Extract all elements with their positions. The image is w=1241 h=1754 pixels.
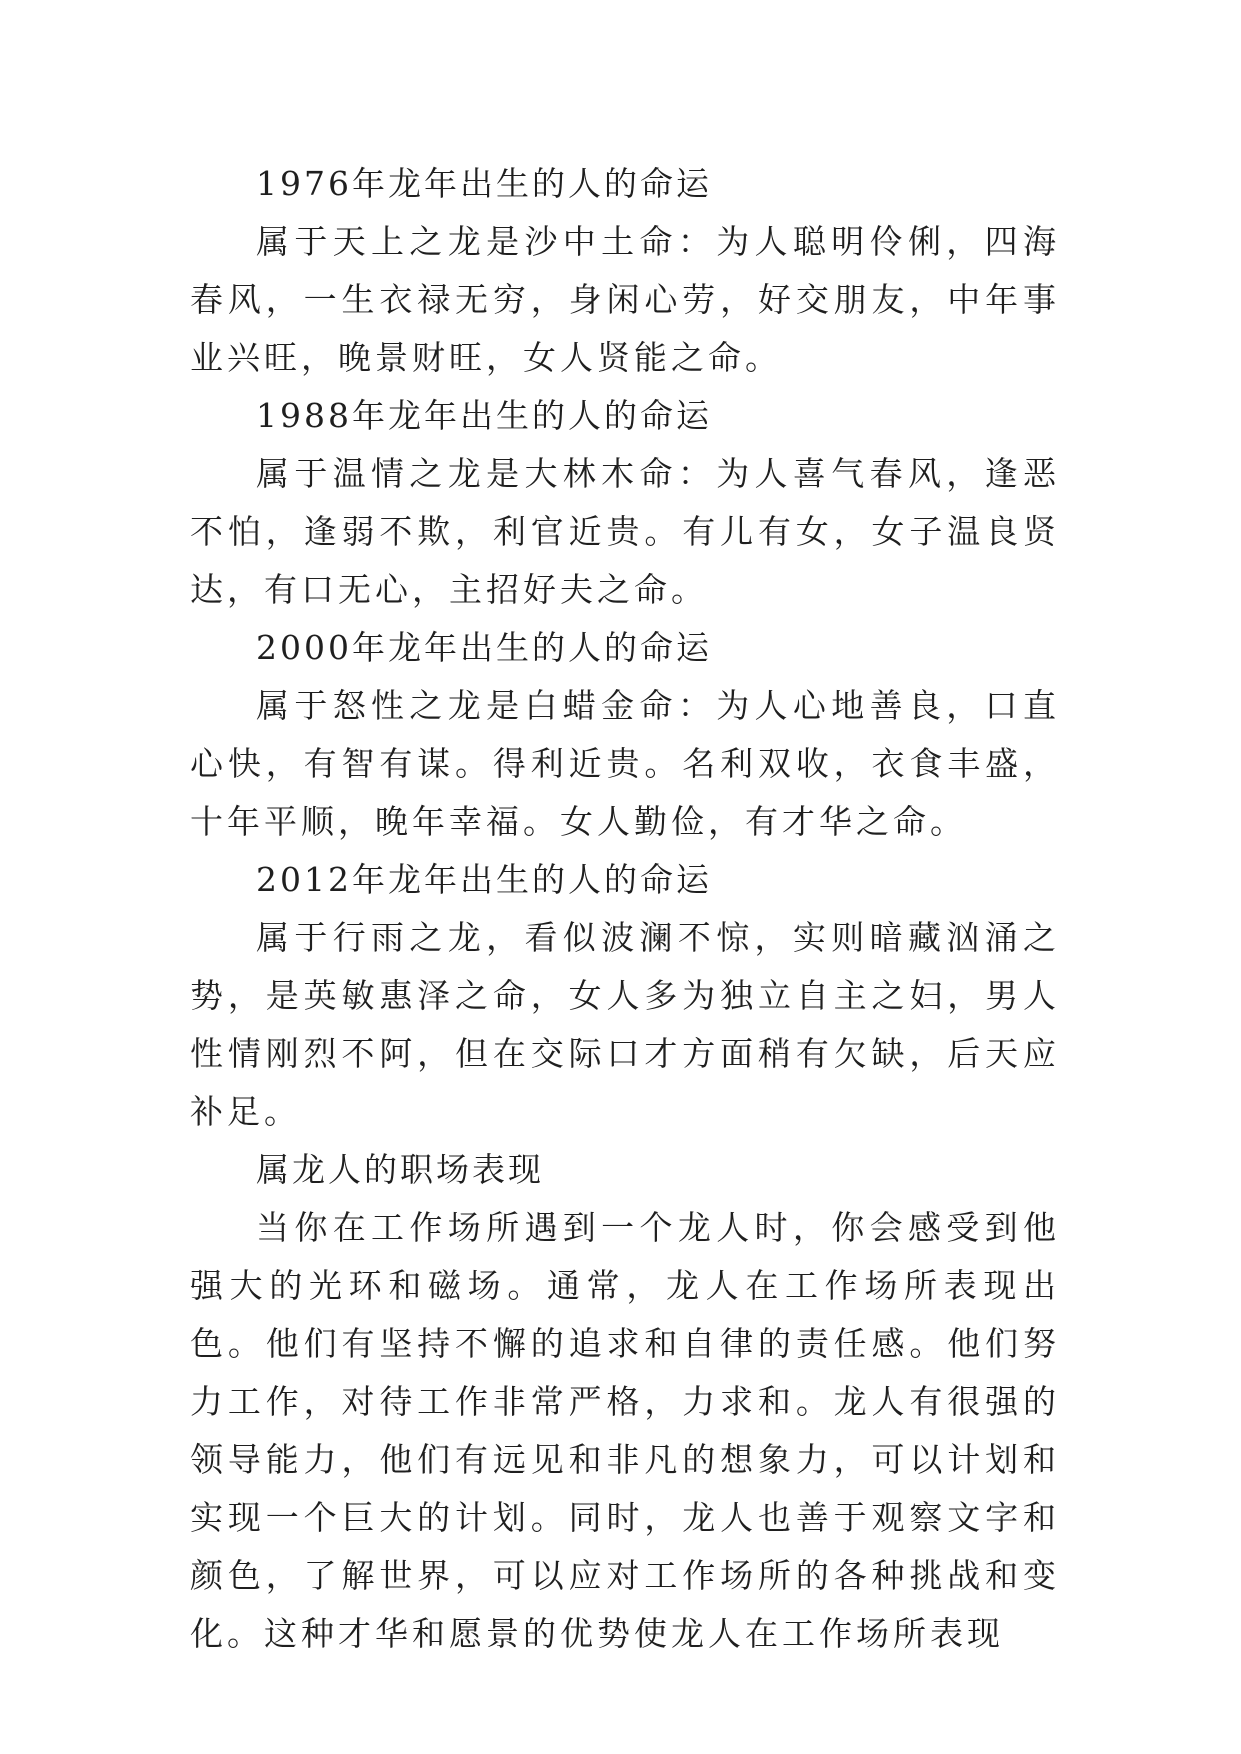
paragraph-1976-fate: 属于天上之龙是沙中土命：为人聪明伶俐，四海春风，一生衣禄无穷，身闲心劳，好交朋友，中年事业兴旺，晚景财旺，女人贤能之命。 — [190, 222, 1060, 377]
section-heading-2012: 2012年龙年出生的人的命运 — [256, 860, 712, 899]
paragraph-2012-fate: 属于行雨之龙，看似波澜不惊，实则暗藏汹涌之势，是英敏惠泽之命，女人多为独立自主之妇，男人性情刚烈不阿，但在交际口才方面稍有欠缺，后天应补足。 — [190, 918, 1060, 1131]
paragraph-1988-fate: 属于温情之龙是大林木命：为人喜气春风，逢恶不怕，逢弱不欺，利官近贵。有儿有女，女子温良贤达，有口无心，主招好夫之命。 — [190, 454, 1060, 609]
paragraph-workplace-performance: 当你在工作场所遇到一个龙人时，你会感受到他强大的光环和磁场。通常，龙人在工作场所表现出色。他们有坚持不懈的追求和自律的责任感。他们努力工作，对待工作非常严格，力求和。龙人有很强的领导能力，他们有远见和非凡的想象力，可以计划和实现一个巨大的计划。同时，龙人也善于观察文字和颜色，了解世界，可以应对工作场所的各种挑战和变化。这种才华和愿景的优势使龙人在工作场所表现 — [190, 1208, 1060, 1653]
section-heading-1976: 1976年龙年出生的人的命运 — [256, 164, 712, 203]
document-body — [190, 155, 1060, 1663]
section-heading-1988: 1988年龙年出生的人的命运 — [256, 396, 712, 435]
section-heading-2000: 2000年龙年出生的人的命运 — [256, 628, 712, 667]
paragraph-2000-fate: 属于怒性之龙是白蜡金命：为人心地善良，口直心快，有智有谋。得利近贵。名利双收，衣食丰盛，十年平顺，晚年幸福。女人勤俭，有才华之命。 — [190, 686, 1060, 841]
section-heading-workplace: 属龙人的职场表现 — [256, 1150, 544, 1189]
